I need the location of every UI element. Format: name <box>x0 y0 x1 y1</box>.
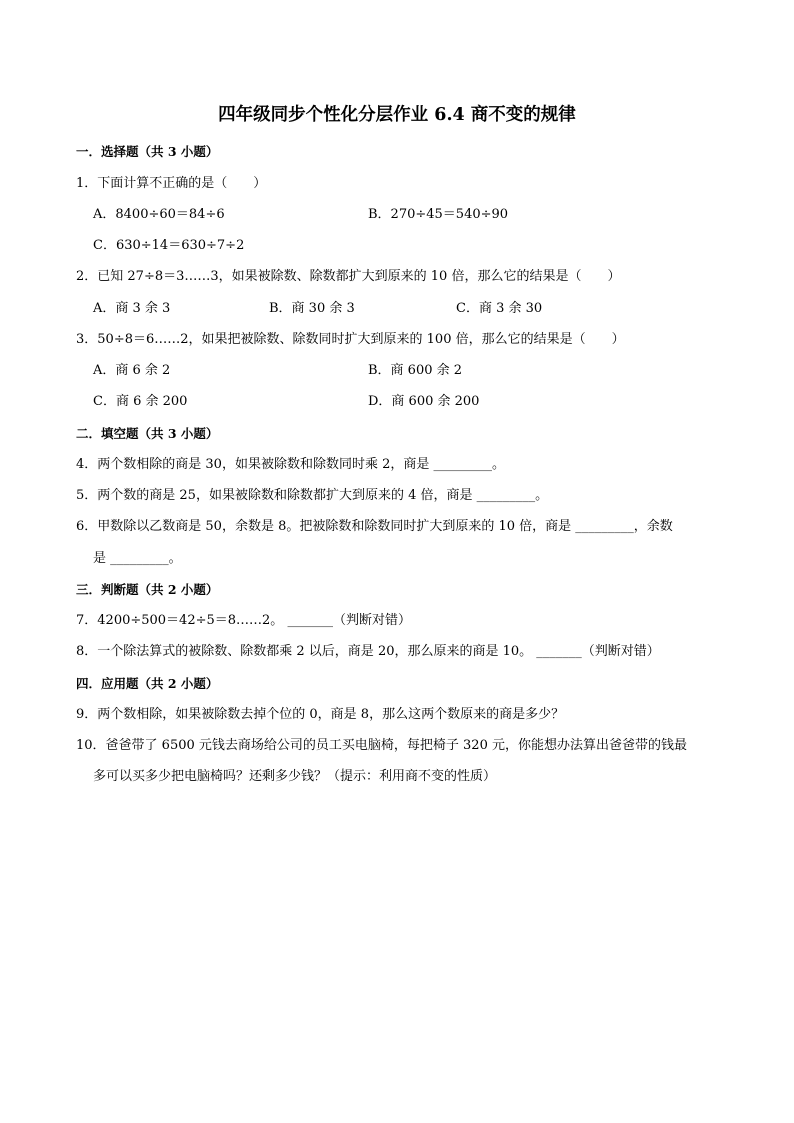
section-apply-heading: 四．应用题（共 2 小题） <box>76 676 219 691</box>
question-7: 7．4200÷500＝42÷5＝8……2。 _______（判断对错） <box>76 613 411 628</box>
question-6-line-1: 6．甲数除以乙数商是 50，余数是 8。把被除数和除数同时扩大到原来的 10 倍，商是 _________，余数 <box>76 519 673 534</box>
question-1-option-a: A．8400÷60＝84÷6 <box>93 207 225 222</box>
question-2-option-a: A．商 3 余 3 <box>93 301 171 316</box>
question-3-option-d: D．商 600 余 200 <box>368 394 480 409</box>
question-1-stem: 1．下面计算不正确的是（ ） <box>76 176 267 191</box>
question-6-line-2: 是 _________。 <box>93 551 182 566</box>
question-10-line-2: 多可以买多少把电脑椅吗？还剩多少钱？（提示：利用商不变的性质） <box>93 769 497 784</box>
section-choice-heading: 一．选择题（共 3 小题） <box>76 144 219 159</box>
question-1-option-c: C．630÷14＝630÷7÷2 <box>93 238 245 253</box>
question-9: 9．两个数相除，如果被除数去掉个位的 0，商是 8，那么这两个数原来的商是多少？ <box>76 707 565 722</box>
question-10-line-1: 10．爸爸带了 6500 元钱去商场给公司的员工买电脑椅，每把椅子 320 元，你能想办法算出爸爸带的钱最 <box>76 738 687 753</box>
section-fill-heading: 二．填空题（共 3 小题） <box>76 426 219 441</box>
question-3-option-a: A．商 6 余 2 <box>93 363 171 378</box>
question-3-option-b: B．商 600 余 2 <box>368 363 463 378</box>
question-8: 8．一个除法算式的被除数、除数都乘 2 以后，商是 20，那么原来的商是 10。 _______（判断对错） <box>76 644 660 659</box>
question-5: 5．两个数的商是 25，如果被除数和除数都扩大到原来的 4 倍，商是 _________。 <box>76 488 549 503</box>
question-1-option-b: B．270÷45＝540÷90 <box>368 207 509 222</box>
question-2-option-b: B．商 30 余 3 <box>269 301 355 316</box>
question-3-stem: 3．50÷8＝6……2，如果把被除数、除数同时扩大到原来的 100 倍，那么它的结果是（ ） <box>76 332 625 347</box>
section-judge-heading: 三．判断题（共 2 小题） <box>76 582 219 597</box>
question-4: 4．两个数相除的商是 30，如果被除数和除数同时乘 2，商是 _________。 <box>76 457 505 472</box>
question-2-stem: 2．已知 27÷8＝3……3，如果被除数、除数都扩大到原来的 10 倍，那么它的结果是（ ） <box>76 269 621 284</box>
question-3-option-c: C．商 6 余 200 <box>93 394 188 409</box>
page-title: 四年级同步个性化分层作业 6.4 商不变的规律 <box>218 105 576 125</box>
question-2-option-c: C．商 3 余 30 <box>456 301 543 316</box>
